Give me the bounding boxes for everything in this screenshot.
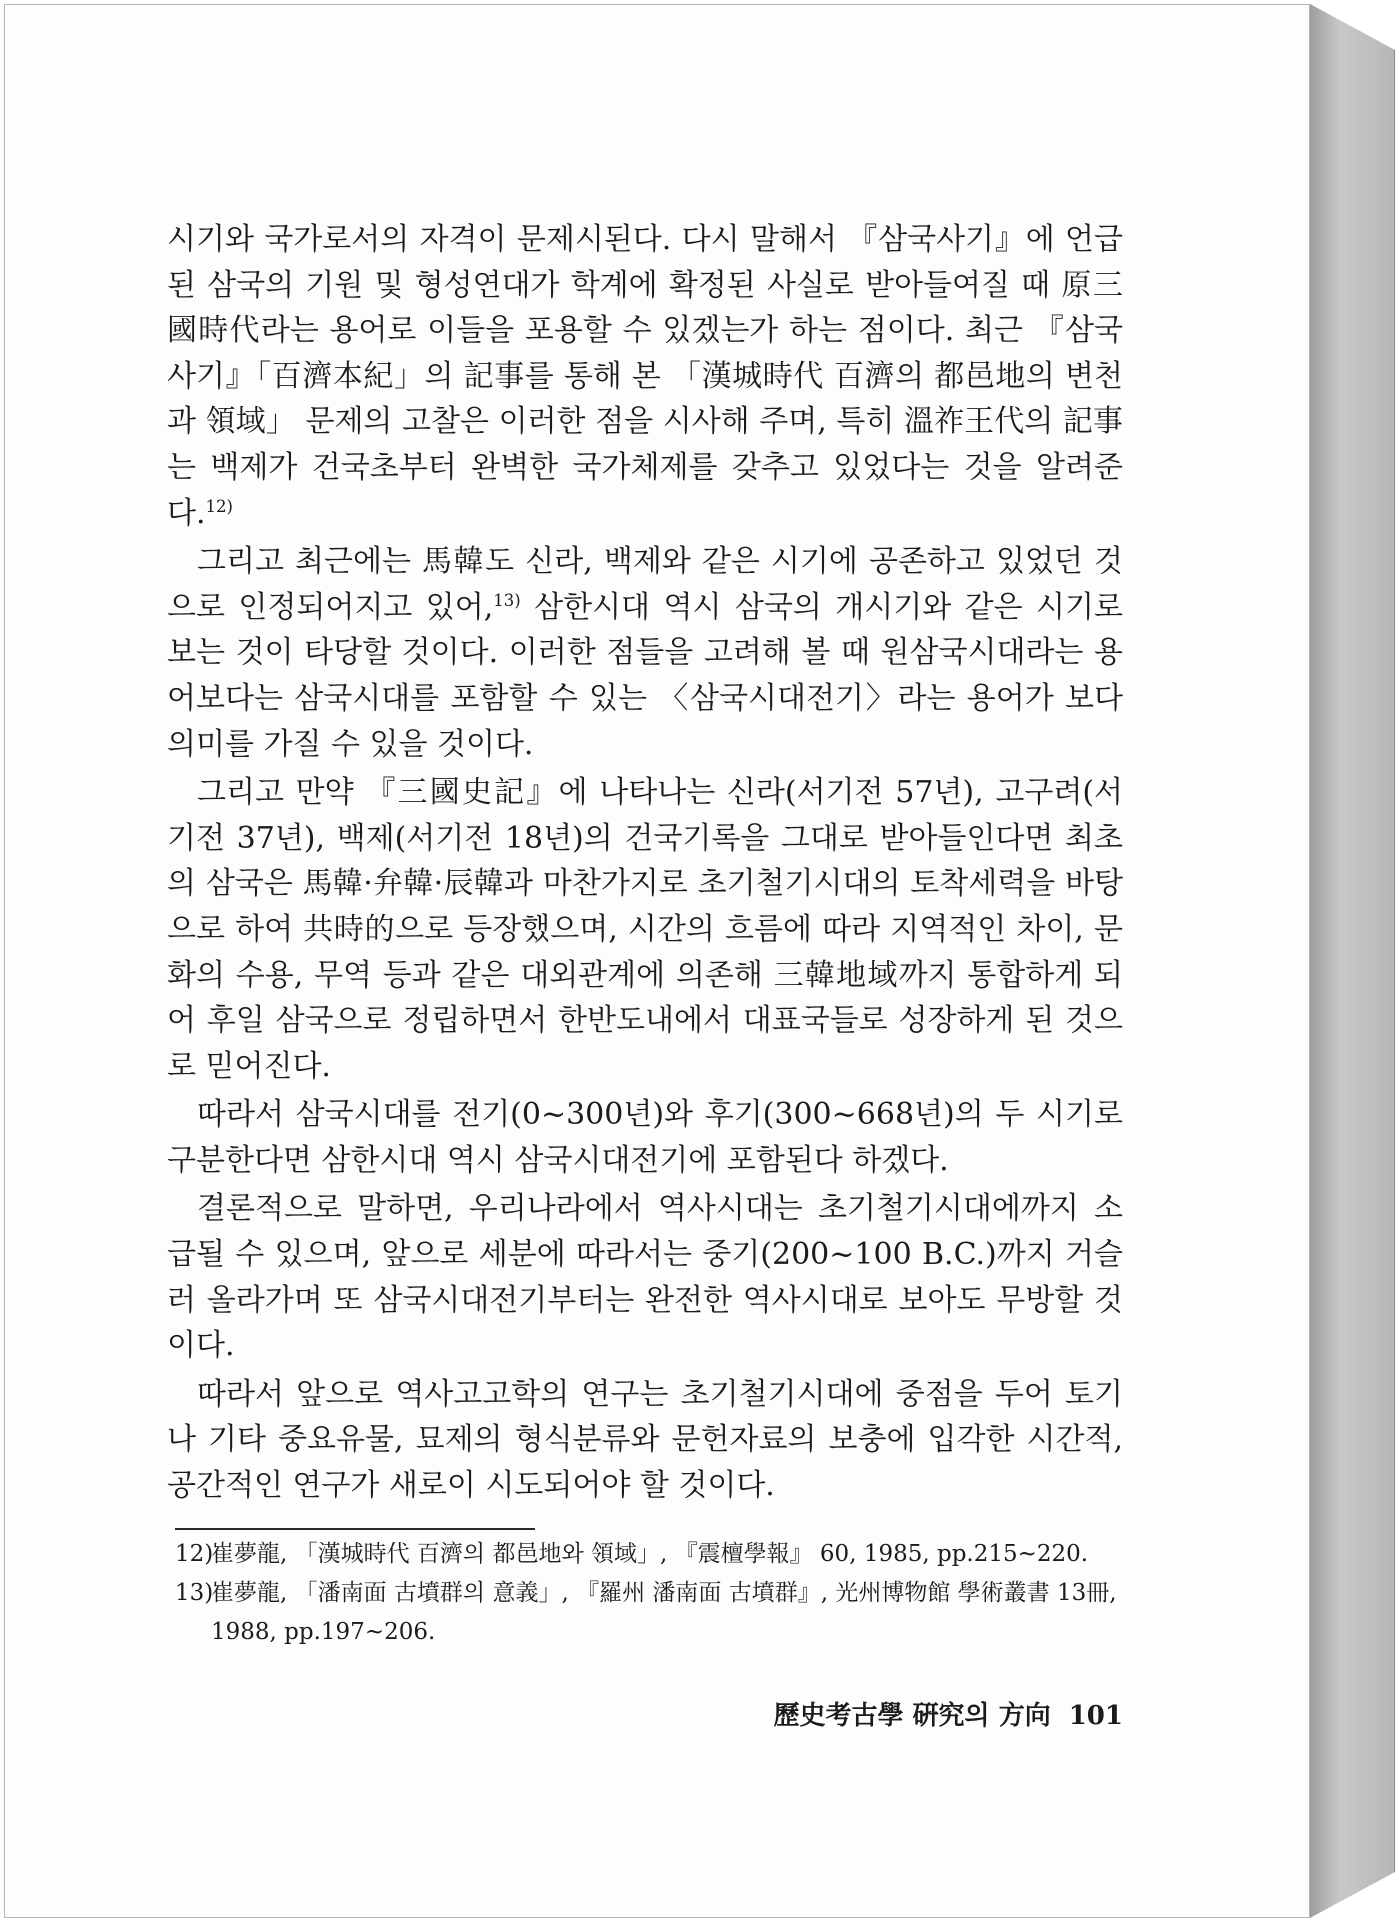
footnote-12	[175, 1535, 1123, 1574]
paragraph-6: 따라서 앞으로 역사고고학의 연구는 초기철기시대에 중점을 두어 토기나 기타 중요유물, 묘제의 형식분류와 문헌자료의 보충에 입각한 시간적, 공간적인 연구가 새로이 시도되어야 할 것이다.	[167, 1376, 1124, 1504]
paragraph-2	[167, 539, 1123, 767]
paragraph-1-text: 시기와 국가로서의 자격이 문제시된다. 다시 말해서 『삼국사기』에 언급된 삼국의 기원 및 형성연대가 학계에 확정된 사실로 받아들여질 때 原三國時代라는 용어로 이들을 포용할 수 있겠는가 하는 점이다. 최근 『삼국사기』「百濟本紀」의 記事를 통해 본 「漢城時代 百濟의 都邑地의 변천과 領域」 문제의 고찰은 이러한 점을 시사해 주며, 특히 溫祚王代의 記事는 백제가 건국초부터 완벽한 국가체제를 갖추고 있었다는 것을 알려준다.	[167, 222, 1123, 531]
paragraph-3: 그리고 만약 『三國史記』에 나타나는 신라(서기전 57년), 고구려(서기전 37년), 백제(서기전 18년)의 건국기록을 그대로 받아들인다면 최초의 삼국은 馬韓·弁韓·辰韓과 마찬가지로 초기철기시대의 토착세력을 바탕으로 하여 共時的으로 등장했으며, 시간의 흐름에 따라 지역적인 차이, 문화의 수용, 무역 등과 같은 대외관계에 의존해 三韓地域까지 통합하게 되어 후일 삼국으로 정립하면서 한반도내에서 대표국들로 성장하게 된 것으로 믿어진다.	[167, 775, 1123, 1084]
footnote-13	[175, 1574, 1123, 1652]
paragraph-2-text-b: 삼한시대 역시 삼국의 개시기와 같은 시기로 보는 것이 타당할 것이다. 이러한 점들을 고려해 볼 때 원삼국시대라는 용어보다는 삼국시대를 포함할 수 있는 〈삼국시대전기〉라는 용어가 보다 의미를 가질 수 있을 것이다.	[167, 589, 1123, 762]
footnote-text: 崔夢龍, 「潘南面 古墳群의 意義」, 『羅州 潘南面 古墳群』, 光州博物館 學術叢書 13冊, 1988, pp.197~206.	[211, 1580, 1117, 1645]
footnote-divider	[175, 1528, 535, 1530]
book-page	[4, 4, 1310, 1918]
paragraph-5: 결론적으로 말하면, 우리나라에서 역사시대는 초기철기시대에까지 소급될 수 있으며, 앞으로 세분에 따라서는 중기(200~100 B.C.)까지 거슬러 올라가며 또 삼국시대전기부터는 완전한 역사시대로 보아도 무방할 것이다.	[167, 1191, 1123, 1364]
footnote-number: 12)	[175, 1541, 214, 1567]
book-edge	[1310, 4, 1395, 1918]
paragraph-1	[167, 217, 1123, 536]
footnote-number: 13)	[175, 1580, 214, 1606]
paragraph-2-text-a: 그리고 최근에는 馬韓도 신라, 백제와 같은 시기에 공존하고 있었던 것으로 인정되어지고 있어,	[167, 544, 1123, 625]
body-text	[167, 217, 1123, 1512]
footnote-ref-12: 12)	[205, 496, 233, 516]
footnote-ref-13: 13)	[493, 590, 521, 610]
paragraph-4: 따라서 삼국시대를 전기(0~300년)와 후기(300~668년)의 두 시기로 구분한다면 삼한시대 역시 삼국시대전기에 포함된다 하겠다.	[167, 1097, 1123, 1178]
running-title: 歷史考古學 硏究의 方向	[773, 1701, 1051, 1731]
running-footer	[705, 1695, 1123, 1732]
page-number: 101	[1068, 1701, 1123, 1731]
footnote-text: 崔夢龍, 「漢城時代 百濟의 都邑地와 領域」, 『震檀學報』 60, 1985, pp.215~220.	[211, 1541, 1089, 1567]
footnotes	[175, 1535, 1123, 1652]
